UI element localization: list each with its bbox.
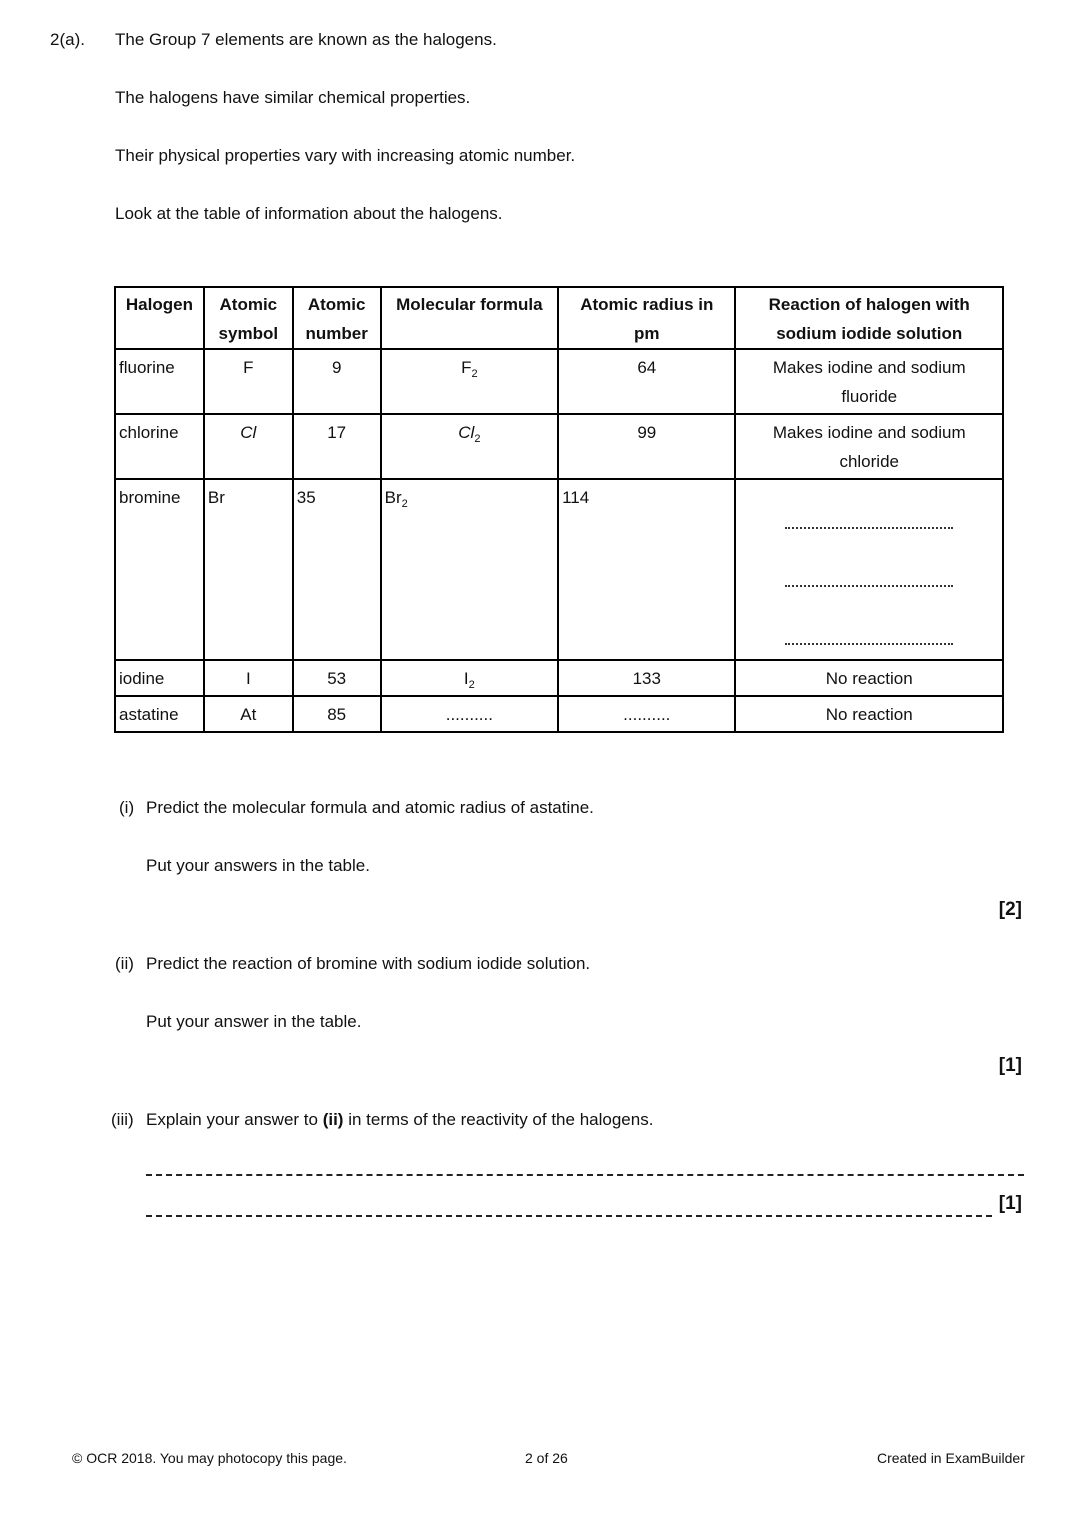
cell-name: fluorine xyxy=(115,349,204,414)
header-radius: Atomic radius in pm xyxy=(558,287,735,349)
cell-name: bromine xyxy=(115,479,204,660)
part-i-marks: [2] xyxy=(998,899,1022,920)
intro-line-2: The halogens have similar chemical properties. xyxy=(115,88,471,107)
part-i-text: Predict the molecular formula and atomic radius of astatine. xyxy=(146,798,594,817)
cell-number: 9 xyxy=(293,349,381,414)
cell-radius: 114 xyxy=(558,479,735,660)
part-i-label: (i) xyxy=(119,798,135,817)
footer-credit: Created in ExamBuilder xyxy=(877,1450,1025,1466)
part-ii-text: Predict the reaction of bromine with sodium iodide solution. xyxy=(146,954,591,973)
part-ii-label: (ii) xyxy=(115,954,134,973)
intro-line-1: The Group 7 elements are known as the halogens. xyxy=(115,30,497,49)
cell-formula: $F_2$ xyxy=(381,349,558,414)
cell-radius: 133 xyxy=(558,660,735,696)
table-header-row xyxy=(115,287,1003,349)
footer-copyright: © OCR 2018. You may photocopy this page. xyxy=(72,1450,347,1466)
astatine-radius-answer[interactable]: .......... xyxy=(558,696,735,732)
table-row-iodine xyxy=(115,660,1003,696)
part-iii-text: Explain your answer to (ii) in terms of the reactivity of the halogens. xyxy=(146,1110,654,1129)
part-iii-label: (iii) xyxy=(111,1110,134,1129)
cell-name: astatine xyxy=(115,696,204,732)
part-ii-marks: [1] xyxy=(998,1055,1022,1076)
header-number: Atomic number xyxy=(293,287,381,349)
cell-symbol: F xyxy=(204,349,293,414)
table-row-fluorine xyxy=(115,349,1003,414)
cell-symbol: Br xyxy=(204,479,293,660)
answer-line[interactable] xyxy=(785,643,953,645)
cell-reaction: No reaction xyxy=(735,660,1003,696)
cell-number: 53 xyxy=(293,660,381,696)
table-row-astatine xyxy=(115,696,1003,732)
cell-radius: 64 xyxy=(558,349,735,414)
astatine-formula-answer[interactable]: .......... xyxy=(381,696,558,732)
cell-reaction: Makes iodine and sodium fluoride xyxy=(735,349,1003,414)
cell-formula: $Cl_2$ xyxy=(381,414,558,479)
answer-line-2[interactable] xyxy=(146,1215,992,1217)
cell-number: 85 xyxy=(293,696,381,732)
answer-line-1[interactable] xyxy=(146,1174,1024,1176)
cell-reaction: Makes iodine and sodium chloride xyxy=(735,414,1003,479)
cell-name: chlorine xyxy=(115,414,204,479)
cell-formula: $Br_2$ xyxy=(381,479,558,660)
table-row-chlorine xyxy=(115,414,1003,479)
cell-number: 17 xyxy=(293,414,381,479)
footer-page-number: 2 of 26 xyxy=(525,1450,568,1466)
bromine-reaction-answer-area[interactable] xyxy=(735,479,1003,660)
part-ii-instruction: Put your answer in the table. xyxy=(146,1012,362,1031)
header-symbol: Atomic symbol xyxy=(204,287,293,349)
intro-line-4: Look at the table of information about the halogens. xyxy=(115,204,503,223)
part-i-instruction: Put your answers in the table. xyxy=(146,856,370,875)
header-reaction: Reaction of halogen with sodium iodide solution xyxy=(735,287,1003,349)
cell-name: iodine xyxy=(115,660,204,696)
table-row-bromine xyxy=(115,479,1003,660)
cell-radius: 99 xyxy=(558,414,735,479)
header-halogen: Halogen xyxy=(115,287,204,349)
part-iii-marks: [1] xyxy=(998,1193,1022,1214)
cell-symbol: Cl xyxy=(204,414,293,479)
header-formula: Molecular formula xyxy=(381,287,558,349)
intro-line-3: Their physical properties vary with increasing atomic number. xyxy=(115,146,576,165)
question-number: 2(a). xyxy=(50,30,85,49)
cell-symbol: At xyxy=(204,696,293,732)
cell-reaction: No reaction xyxy=(735,696,1003,732)
cell-symbol: I xyxy=(204,660,293,696)
cell-formula: $I_2$ xyxy=(381,660,558,696)
cell-number: 35 xyxy=(293,479,381,660)
halogen-table xyxy=(114,286,1004,733)
